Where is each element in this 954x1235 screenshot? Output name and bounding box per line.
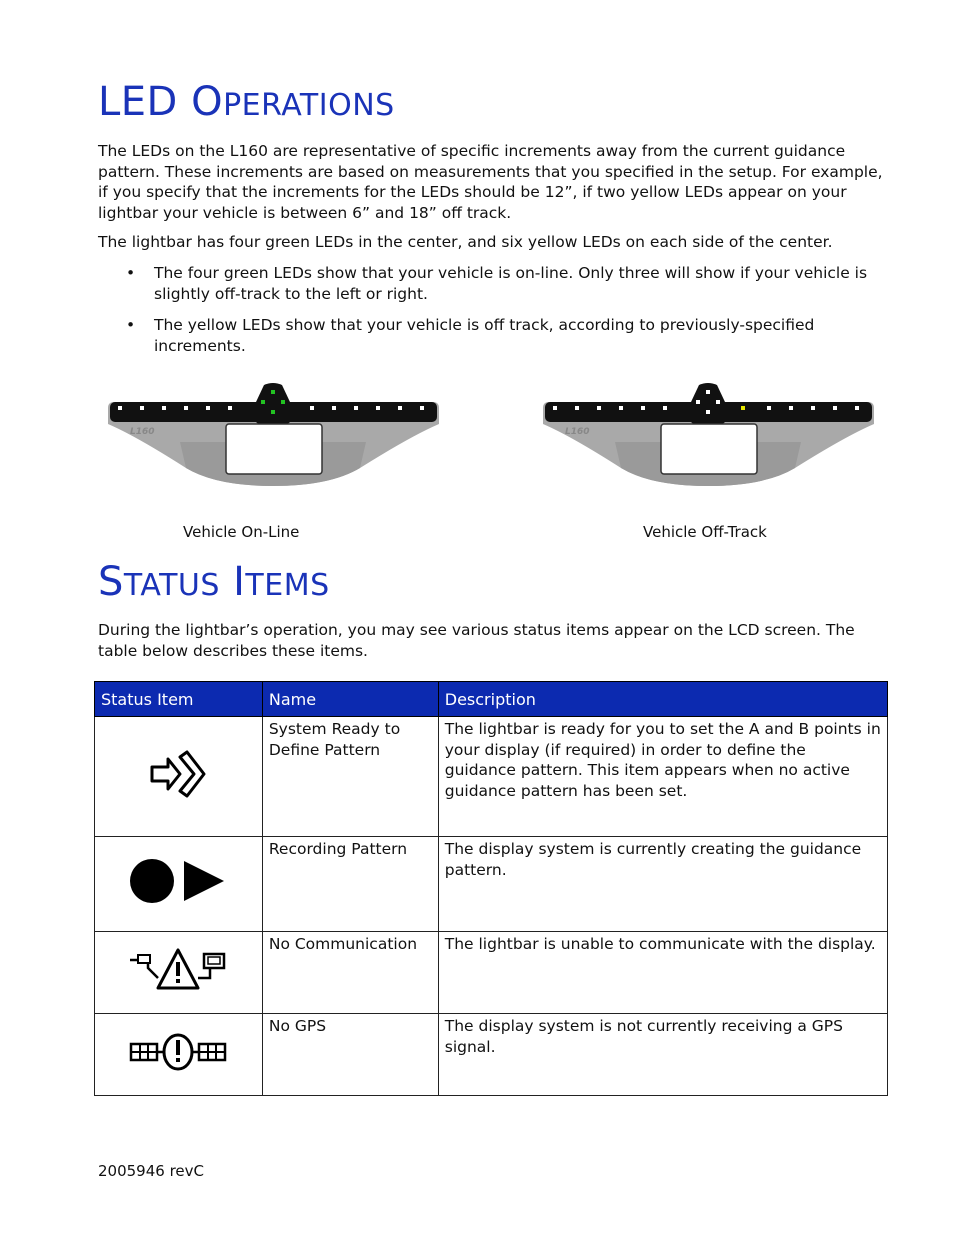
status-name: No GPS [262,1014,438,1096]
lightbar-caption-off-track: Vehicle Off-Track [643,523,767,541]
status-name: Recording Pattern [262,837,438,932]
table-row [95,717,888,837]
status-name: No Communication [262,932,438,1014]
status-name: System Ready to Define Pattern [262,717,438,837]
lightbar-off-track-image [541,382,876,490]
no-gps-icon [128,1032,228,1072]
no-communication-icon [128,948,228,992]
lightbar-on-line-image [106,382,441,490]
lightbar-logo: L160 [565,427,590,437]
header-status-item: Status Item [95,682,263,717]
status-description: The display system is not currently receiving a GPS signal. [438,1014,887,1096]
status-items-table [94,681,888,1096]
header-description: Description [438,682,887,717]
status-description: The display system is currently creating the guidance pattern. [438,837,887,932]
status-intro-paragraph: During the lightbar’s operation, you may see various status items appear on the LCD screen. The table below describes these items. [98,621,855,660]
led-operations-title: LED OPERATIONS [98,79,395,125]
table-row [95,1014,888,1096]
arrow-into-diamond-icon [146,748,210,800]
table-row [95,932,888,1014]
led-intro-paragraph: The LEDs on the L160 are representative of specific increments away from the current guidance pattern. These increments are based on measurements that you specified in the setup. For example, if you specify that the increments for the LEDs should be 12”, if two yellow LEDs appear on your lightbar your vehicle is between 6” and 18” off track. [98,142,883,222]
lightbar-logo: L160 [130,427,155,437]
status-items-title: STATUS ITEMS [98,559,330,605]
table-header-row [95,682,888,717]
header-name: Name [262,682,438,717]
record-play-icon [128,856,228,906]
led-layout-paragraph: The lightbar has four green LEDs in the center, and six yellow LEDs on each side of the center. [98,233,833,251]
status-description: The lightbar is ready for you to set the A and B points in your display (if required) in order to define the guidance pattern. This item appears when no active guidance pattern has been set. [438,717,887,837]
status-description: The lightbar is unable to communicate with the display. [438,932,887,1014]
lightbar-caption-on-line: Vehicle On-Line [183,523,300,541]
document-footer: 2005946 revC [98,1162,204,1180]
manual-page: LED OPERATIONS The LEDs on the L160 are representative of specific increments away from the current guidance pattern. These increments are based on measurements that you specified in the setup. For example, if you specify that the increments for the LEDs should be 12”, if two yellow LEDs appear on your lightbar your vehicle is between 6” and 18” off track. The lightbar has four green LEDs in the center, and six yellow LEDs on each side of the center. • The four green LEDs show that your vehicle is on-line. Only three will show if your vehicle is slightly off-track to the left or right. • The yellow LEDs show that your vehicle is off track, according to previously-specified increments. L160 L160 Vehicle On-Line Vehicle Off-Track STATUS ITEMS During the lightbar’s operation, you may see various status items appear on the LCD screen. The table below describes these items. Status Item Name Description System Ready to Define Pattern The lightbar is ready for you to set the A and B points in your display (if required) in order to define the guidance pattern. This item appears when no active guidance pattern has been set. Recording Pattern The display system is currently creating the guidance pattern. No Communication The lightbar is unable to communicate with the display. No GPS The display system is not currently receiving a GPS signal. 2005946 revC [0,0,954,1235]
table-row [95,837,888,932]
